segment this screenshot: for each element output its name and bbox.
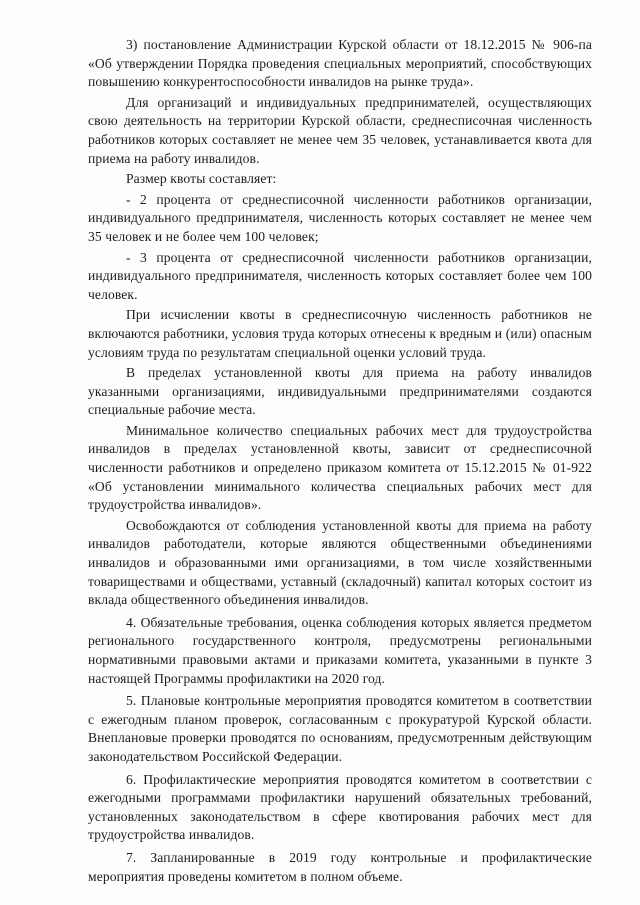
- paragraph-quota-calculation: При исчислении квоты в среднесписочную численность работников не включаются работники, условия труда которых отнесены к вредным и (или) опасным условиям труда по результатам специальной оценки условий труда.: [88, 307, 592, 360]
- paragraph-item-7: 7. Запланированные в 2019 году контрольные и профилактические мероприятия проведены комитетом в полном объеме.: [88, 849, 592, 884]
- paragraph-resolution-3: 3) постановление Администрации Курской области от 18.12.2015 № 906-па «Об утверждении Порядка проведения специальных мероприятий, способствующих повышению конкурентоспособности инвалидов на рынке труда».: [88, 37, 592, 90]
- paragraph-item-6: 6. Профилактические мероприятия проводятся комитетом в соответствии с ежегодными программами профилактики нарушений обязательных требований, установленных законодательством в сфере квотирования рабочих мест для трудоустройства инвалидов.: [88, 771, 592, 843]
- paragraph-item-4: 4. Обязательные требования, оценка соблюдения которых является предметом регионального государственного контроля, предусмотрены региональными нормативными правовыми актами и приказами комитета, указанными в пункте 3 настоящей Программы профилактики на 2020 год.: [88, 614, 592, 686]
- paragraph-quota-size-heading: Размер квоты составляет:: [126, 171, 277, 187]
- paragraph-quota-exemption: Освобождаются от соблюдения установленной квоты для приема на работу инвалидов работодатели, которые являются общественными объединениями инвалидов и образованными ими организациями, в том числе хозяйственными товариществами и обществами, уставный (складочный) капитал которых состоит из вклада общественного объединения инвалидов.: [88, 517, 592, 608]
- paragraph-special-workplaces: В пределах установленной квоты для приема на работу инвалидов указанными организациями, индивидуальными предпринимателями создаются специальные рабочие места.: [88, 365, 592, 418]
- paragraph-quota-2-percent: - 2 процента от среднесписочной численности работников организации, индивидуального предпринимателя, численность которых составляет не менее чем 35 человек и не более чем 100 человек;: [88, 191, 592, 244]
- paragraph-item-5: 5. Плановые контрольные мероприятия проводятся комитетом в соответствии с ежегодным планом проверок, согласованным с прокуратурой Курской области. Внеплановые проверки проводятся по основаниям, предусмотренным действующим законодательством Российской Федерации.: [88, 693, 592, 764]
- paragraph-quota-3-percent: - 3 процента от среднесписочной численности работников организации, индивидуального предпринимателя, численность которых составляет более чем 100 человек.: [88, 249, 592, 302]
- paragraph-minimum-workplaces: Минимальное количество специальных рабочих мест для трудоустройства инвалидов в пределах установленной квоты, зависит от среднесписочной численности работников и определено приказом комитета от 15.12.2015 № 01-922 «Об установлении минимального количества специальных рабочих мест для трудоустройства инвалидов».: [88, 422, 592, 513]
- paragraph-quota-employers: Для организаций и индивидуальных предпринимателей, осуществляющих свою деятельность на территории Курской области, среднесписочная численность работников которых составляет не менее чем 35 человек, устанавливается квота для приема на работу инвалидов.: [88, 94, 592, 166]
